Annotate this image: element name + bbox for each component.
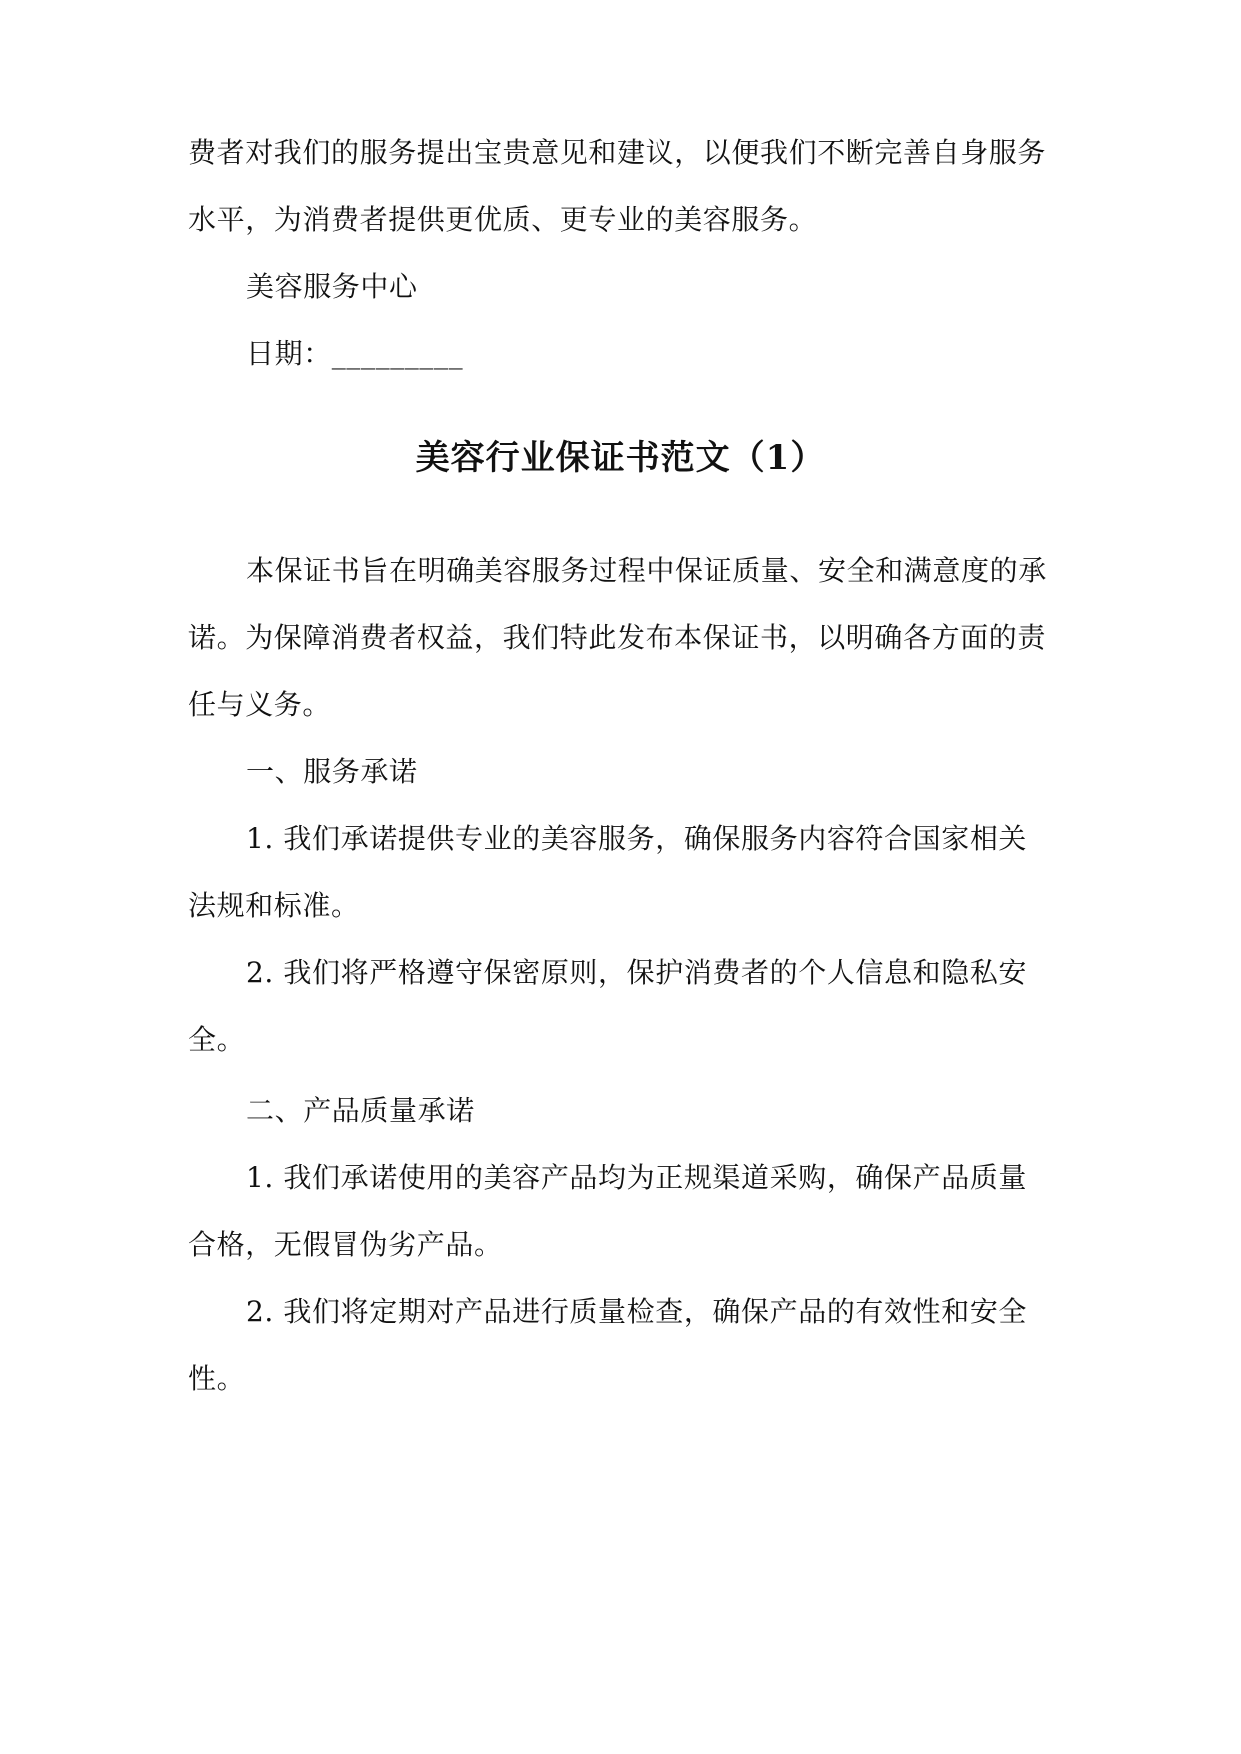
paragraph-line: 本保证书旨在明确美容服务过程中保证质量、安全和满意度的承 bbox=[246, 554, 1047, 587]
list-item-continuation: 性。 bbox=[188, 1362, 246, 1395]
paragraph-line: 费者对我们的服务提出宝贵意见和建议，以便我们不断完善自身服务 bbox=[188, 136, 1047, 169]
paragraph-line: 任与义务。 bbox=[188, 688, 332, 721]
section-heading: 二、产品质量承诺 bbox=[246, 1094, 475, 1127]
list-item-continuation: 全。 bbox=[188, 1023, 246, 1056]
date-line: 日期：_________ bbox=[246, 337, 464, 370]
list-item: 1. 我们承诺使用的美容产品均为正规渠道采购，确保产品质量 bbox=[246, 1161, 1028, 1194]
list-item-continuation: 法规和标准。 bbox=[188, 889, 360, 922]
document-title: 美容行业保证书范文（1） bbox=[415, 438, 826, 478]
list-item: 1. 我们承诺提供专业的美容服务，确保服务内容符合国家相关 bbox=[246, 822, 1028, 855]
paragraph-line: 水平，为消费者提供更优质、更专业的美容服务。 bbox=[188, 203, 818, 236]
paragraph-line: 诺。为保障消费者权益，我们特此发布本保证书，以明确各方面的责 bbox=[188, 621, 1047, 654]
section-heading: 一、服务承诺 bbox=[246, 755, 418, 788]
list-item-continuation: 合格，无假冒伪劣产品。 bbox=[188, 1228, 503, 1261]
list-item: 2. 我们将定期对产品进行质量检查，确保产品的有效性和安全 bbox=[246, 1295, 1028, 1328]
list-item: 2. 我们将严格遵守保密原则，保护消费者的个人信息和隐私安 bbox=[246, 956, 1028, 989]
signature-text: 美容服务中心 bbox=[246, 270, 418, 303]
